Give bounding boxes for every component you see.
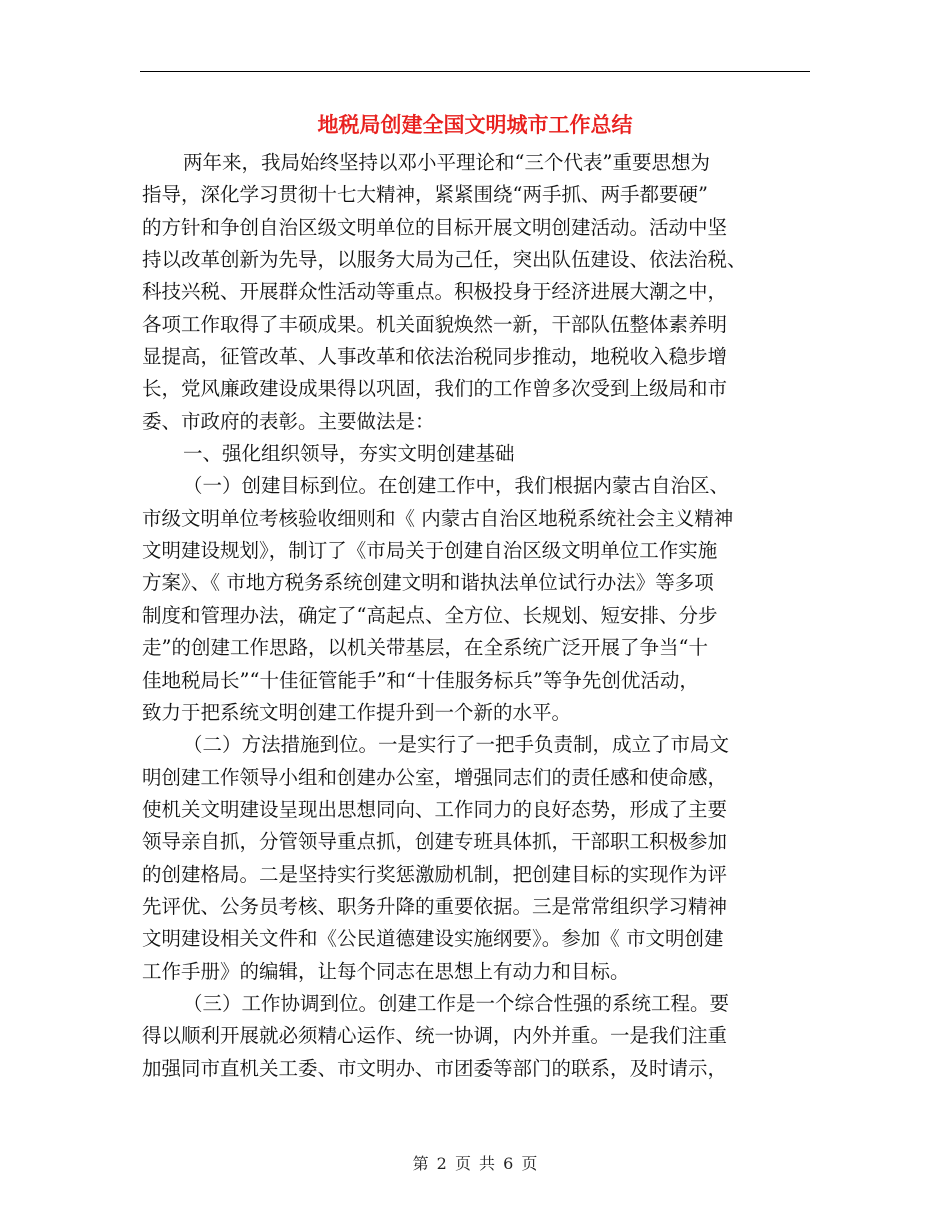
body-line: 的创建格局。二是坚持实行奖惩激励机制，把创建目标的实现作为评 — [142, 862, 728, 886]
body-line: （二）方法措施到位。一是实行了一把手负责制，成立了市局文 — [183, 733, 730, 757]
page-title: 地税局创建全国文明城市工作总结 — [317, 113, 633, 137]
body-line: 显提高，征管改革、人事改革和依法治税同步推动，地税收入稳步增 — [142, 345, 728, 369]
body-line: （三）工作协调到位。创建工作是一个综合性强的系统工程。要 — [183, 991, 730, 1015]
body-line: 持以改革创新为先导，以服务大局为己任，突出队伍建设、依法治税、 — [142, 248, 747, 272]
body-line: 文明建设相关文件和《公民道德建设实施纲要》。参加《 市文明创建 — [142, 927, 724, 951]
section-heading: 一、强化组织领导，夯实文明创建基础 — [183, 442, 515, 466]
body-line: 先评优、公务员考核、职务升降的重要依据。三是常常组织学习精神 — [142, 894, 728, 918]
body-line: 明创建工作领导小组和创建办公室，增强同志们的责任感和使命感， — [142, 765, 728, 789]
body-line: 指导，深化学习贯彻十七大精神，紧紧围绕“两手抓、两手都要硬” — [142, 183, 708, 207]
body-line: 科技兴税、开展群众性活动等重点。积极投身于经济进展大潮之中， — [142, 280, 728, 304]
body-line: 使机关文明建设呈现出思想同向、工作同力的良好态势，形成了主要 — [142, 797, 728, 821]
body-line: 佳地税局长”“十佳征管能手”和“十佳服务标兵”等争先创优活动， — [142, 668, 699, 692]
body-line: 致力于把系统文明创建工作提升到一个新的水平。 — [142, 700, 572, 724]
header-rule — [140, 71, 810, 72]
body-line: 领导亲自抓，分管领导重点抓，创建专班具体抓，干部职工积极参加 — [142, 830, 728, 854]
document-body — [142, 147, 810, 1085]
body-line: 各项工作取得了丰硕成果。机关面貌焕然一新，干部队伍整体素养明 — [142, 312, 728, 336]
body-line: （一）创建目标到位。在创建工作中，我们根据内蒙古自治区、 — [183, 474, 730, 498]
body-line: 走”的创建工作思路，以机关带基层，在全系统广泛开展了争当“十 — [142, 636, 708, 660]
body-line: 加强同市直机关工委、市文明办、市团委等部门的联系，及时请示， — [142, 1056, 728, 1080]
body-line: 的方针和争创自治区级文明单位的目标开展文明创建活动。活动中坚 — [142, 215, 728, 239]
body-line: 长，党风廉政建设成果得以巩固，我们的工作曾多次受到上级局和市 — [142, 377, 728, 401]
page-number-footer: 第 2 页 共 6 页 — [412, 1154, 538, 1173]
body-line: 市级文明单位考核验收细则和《 内蒙古自治区地税系统社会主义精神 — [142, 506, 734, 530]
body-line: 方案》、《 市地方税务系统创建文明和谐执法单位试行办法》等多项 — [142, 571, 714, 595]
body-line: 两年来，我局始终坚持以邓小平理论和“三个代表”重要思想为 — [183, 151, 710, 174]
body-line: 委、市政府的表彰。主要做法是： — [142, 409, 435, 433]
body-line: 制度和管理办法，确定了“高起点、全方位、长规划、短安排、分步 — [142, 603, 718, 627]
body-line: 文明建设规划》，制订了《市局关于创建自治区级文明单位工作实施 — [142, 539, 718, 563]
body-line: 得以顺利开展就必须精心运作、统一协调，内外并重。一是我们注重 — [142, 1024, 728, 1048]
body-line: 工作手册》的编辑，让每个同志在思想上有动力和目标。 — [142, 959, 630, 983]
